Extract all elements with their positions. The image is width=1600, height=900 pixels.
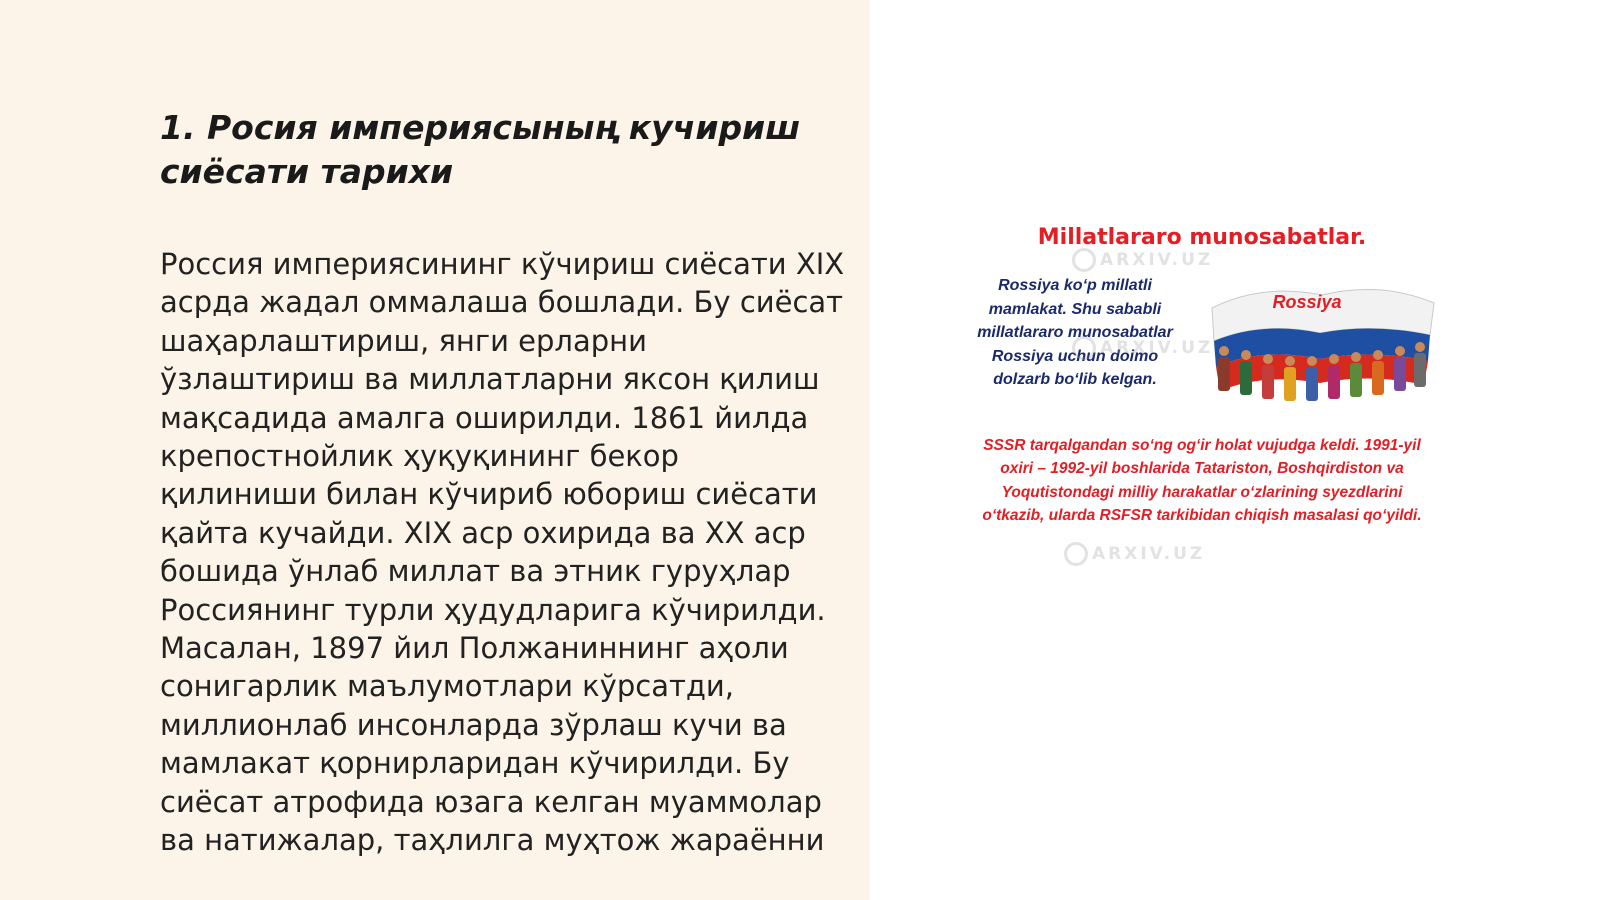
inset-note: SSSR tarqalgandan so‘ng og‘ir holat vujudga keldi. 1991-yil oxiri – 1992-yil boshlarida Tatariston, Boshqirdiston va Yoqutistondagi milliy harakatlar o‘zlarining syezdlarini o‘tkazib, ularda RSFSR tarkibidan chiqish masalasi qo‘yildi. bbox=[982, 437, 1422, 524]
arxiv-uz-logo-icon: ARXIV.UZ bbox=[1064, 542, 1205, 566]
inset-title: Millatlararo munosabatlar. bbox=[1037, 225, 1367, 250]
slide-title: 1. Росия империясының кучириш сиёсати тарихи bbox=[160, 108, 801, 191]
arxiv-uz-logo-icon: ARXIV.UZ bbox=[1072, 248, 1213, 272]
inset-description: Rossiya ko‘p millatli mamlakat. Shu sababli millatlararo munosabatlar Rossiya uchun doimo dolzarb bo‘lib kelgan. bbox=[977, 277, 1173, 388]
arxiv-uz-logo-icon: ARXIV.UZ bbox=[1072, 336, 1213, 360]
inset-image bbox=[972, 218, 1452, 580]
inset-country-label: Rossiya bbox=[1272, 292, 1342, 312]
slide-body-text: Россия империясининг кўчириш сиёсати XIX асрда жадал оммалаша бошлади. Бу сиёсат шаҳарлаштириш, янги ерларни ўзлаштириш ва миллатларни яксон қилиш мақсадида амалга оширилди. 1861 йилда крепостнойлик ҳуқуқининг бекор қилиниши билан кўчириб юбориш сиёсати қайта кучайди. XIX аср охирида ва XX аср бошида ўнлаб миллат ва этник гуруҳлар Россиянинг турли ҳудудларига кўчирилди. Масалан, 1897 йил Полжаниннинг аҳоли сонигарлик маълумотлари кўрсатди, миллионлаб инсонларда зўрлаш кучи ва мамлакат қорнирларидан кўчирилди. Бу сиёсат атрофида юзага келган муаммолар ва натижалар, таҳлилга муҳтож жараённи bbox=[160, 247, 845, 858]
